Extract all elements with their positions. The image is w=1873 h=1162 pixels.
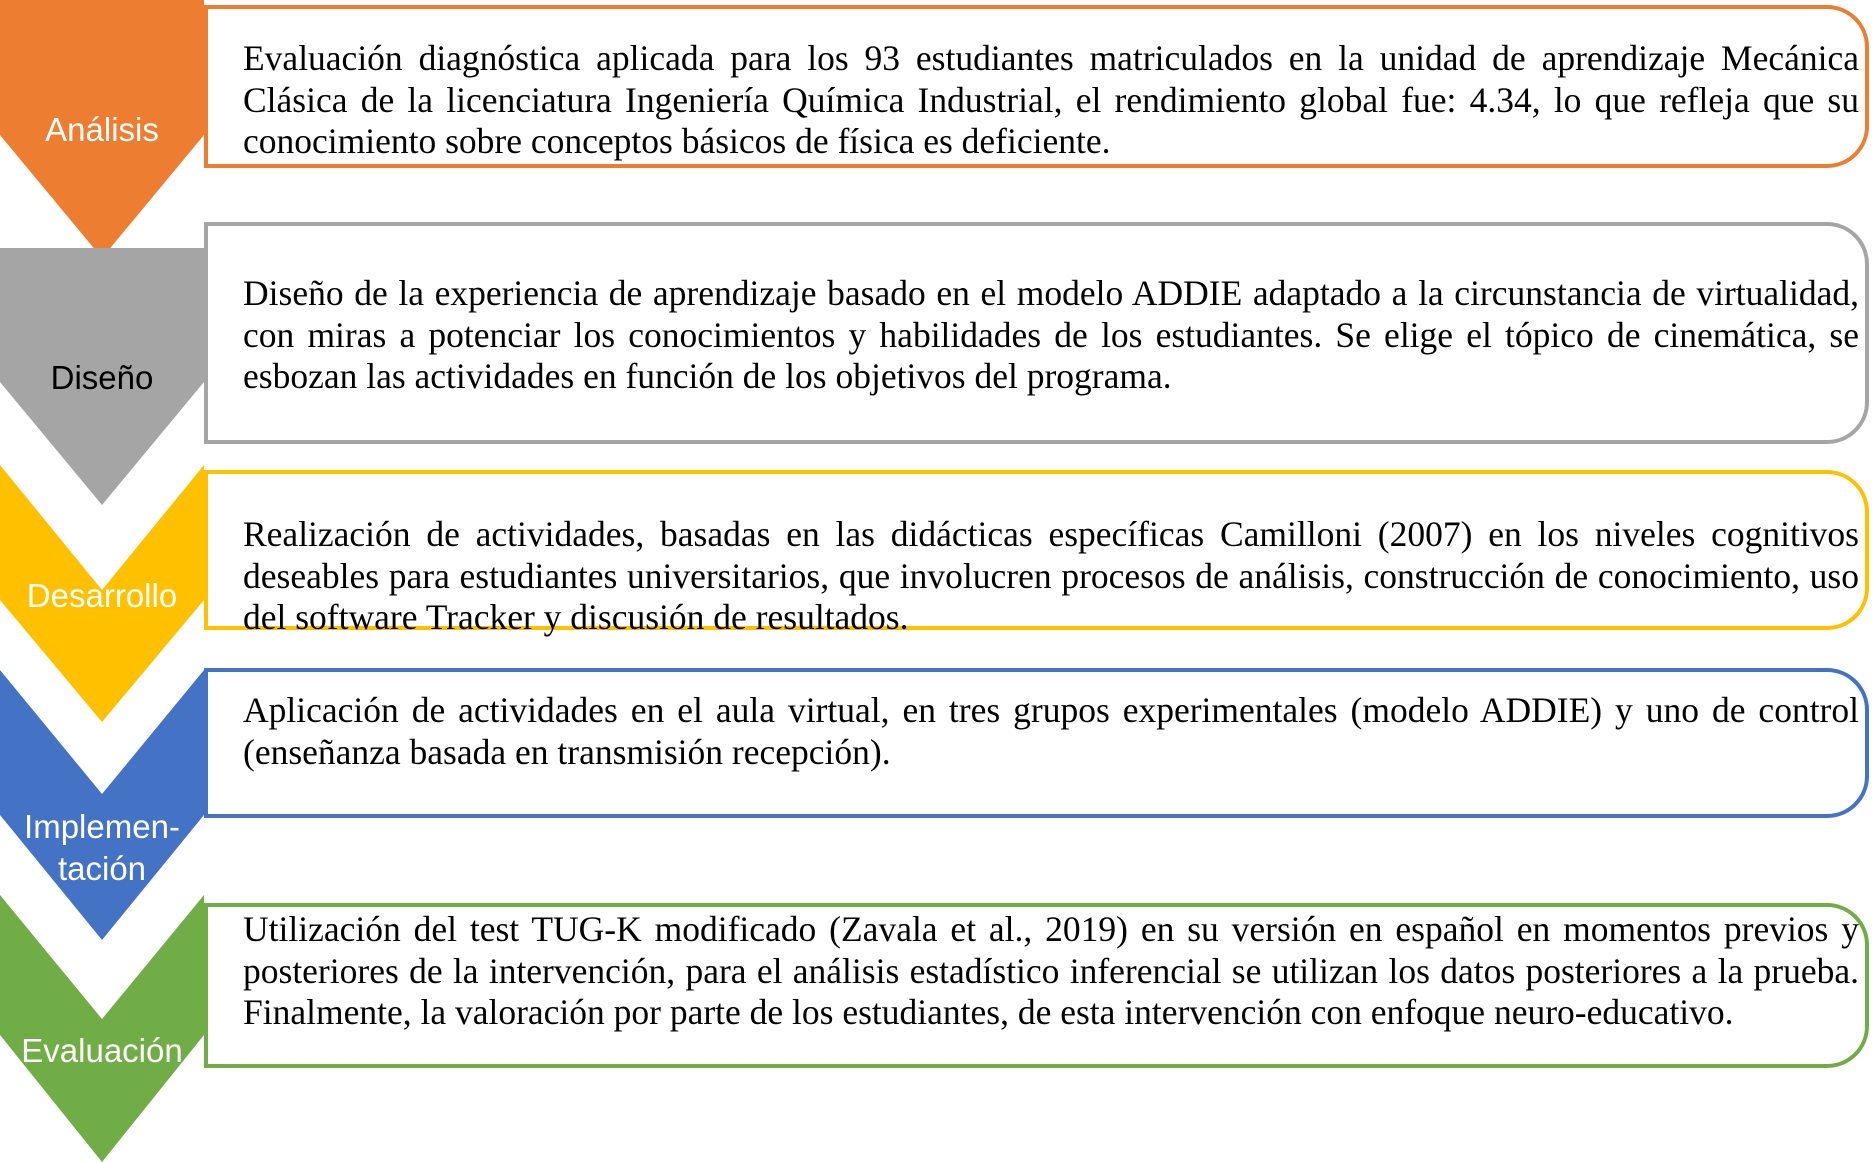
text-implementacion: Aplicación de actividades en el aula virtual, en tres grupos experimentales (modelo ADDIE) y uno de control (enseñanza basada en transmisión recepción). bbox=[243, 690, 1859, 772]
label-implementacion-line2: tación bbox=[57, 850, 147, 887]
label-diseno: Diseño bbox=[50, 359, 154, 396]
text-analisis: Evaluación diagnóstica aplicada para los 93 estudiantes matriculados en la unidad de aprendizaje Mecánica Clásica de la licenciatura Ingeniería Química Industrial, el rendimiento global fue: 4.34, lo que refleja que su conocimiento sobre conceptos básicos de física es deficiente. bbox=[243, 38, 1859, 161]
label-desarrollo: Desarrollo bbox=[26, 577, 178, 614]
text-desarrollo: Realización de actividades, basadas en las didácticas específicas Camilloni (2007) en los niveles cognitivos deseables para estudiantes universitarios, que involucren procesos de análisis, construcción de conocimiento, uso del software Tracker y discusión de resultados. bbox=[243, 514, 1859, 637]
label-implementacion bbox=[0, 806, 204, 890]
label-implementacion-line1: Implemen- bbox=[24, 808, 180, 845]
label-evaluacion: Evaluación bbox=[21, 1032, 183, 1069]
text-evaluacion: Utilización del test TUG-K modificado (Zavala et al., 2019) en su versión en español en momentos previos y posteriores de la intervención, para el análisis estadístico inferencial se utilizan los datos posteriores a la prueba. Finalmente, la valoración por parte de los estudiantes, de esta intervención con enfoque neuro-educativo. bbox=[243, 909, 1859, 1032]
label-analisis: Análisis bbox=[45, 111, 159, 148]
text-diseno: Diseño de la experiencia de aprendizaje basado en el modelo ADDIE adaptado a la circunstancia de virtualidad, con miras a potenciar los conocimientos y habilidades de los estudiantes. Se elige el tópico de cinemática, se esbozan las actividades en función de los objetivos del programa. bbox=[243, 273, 1859, 396]
